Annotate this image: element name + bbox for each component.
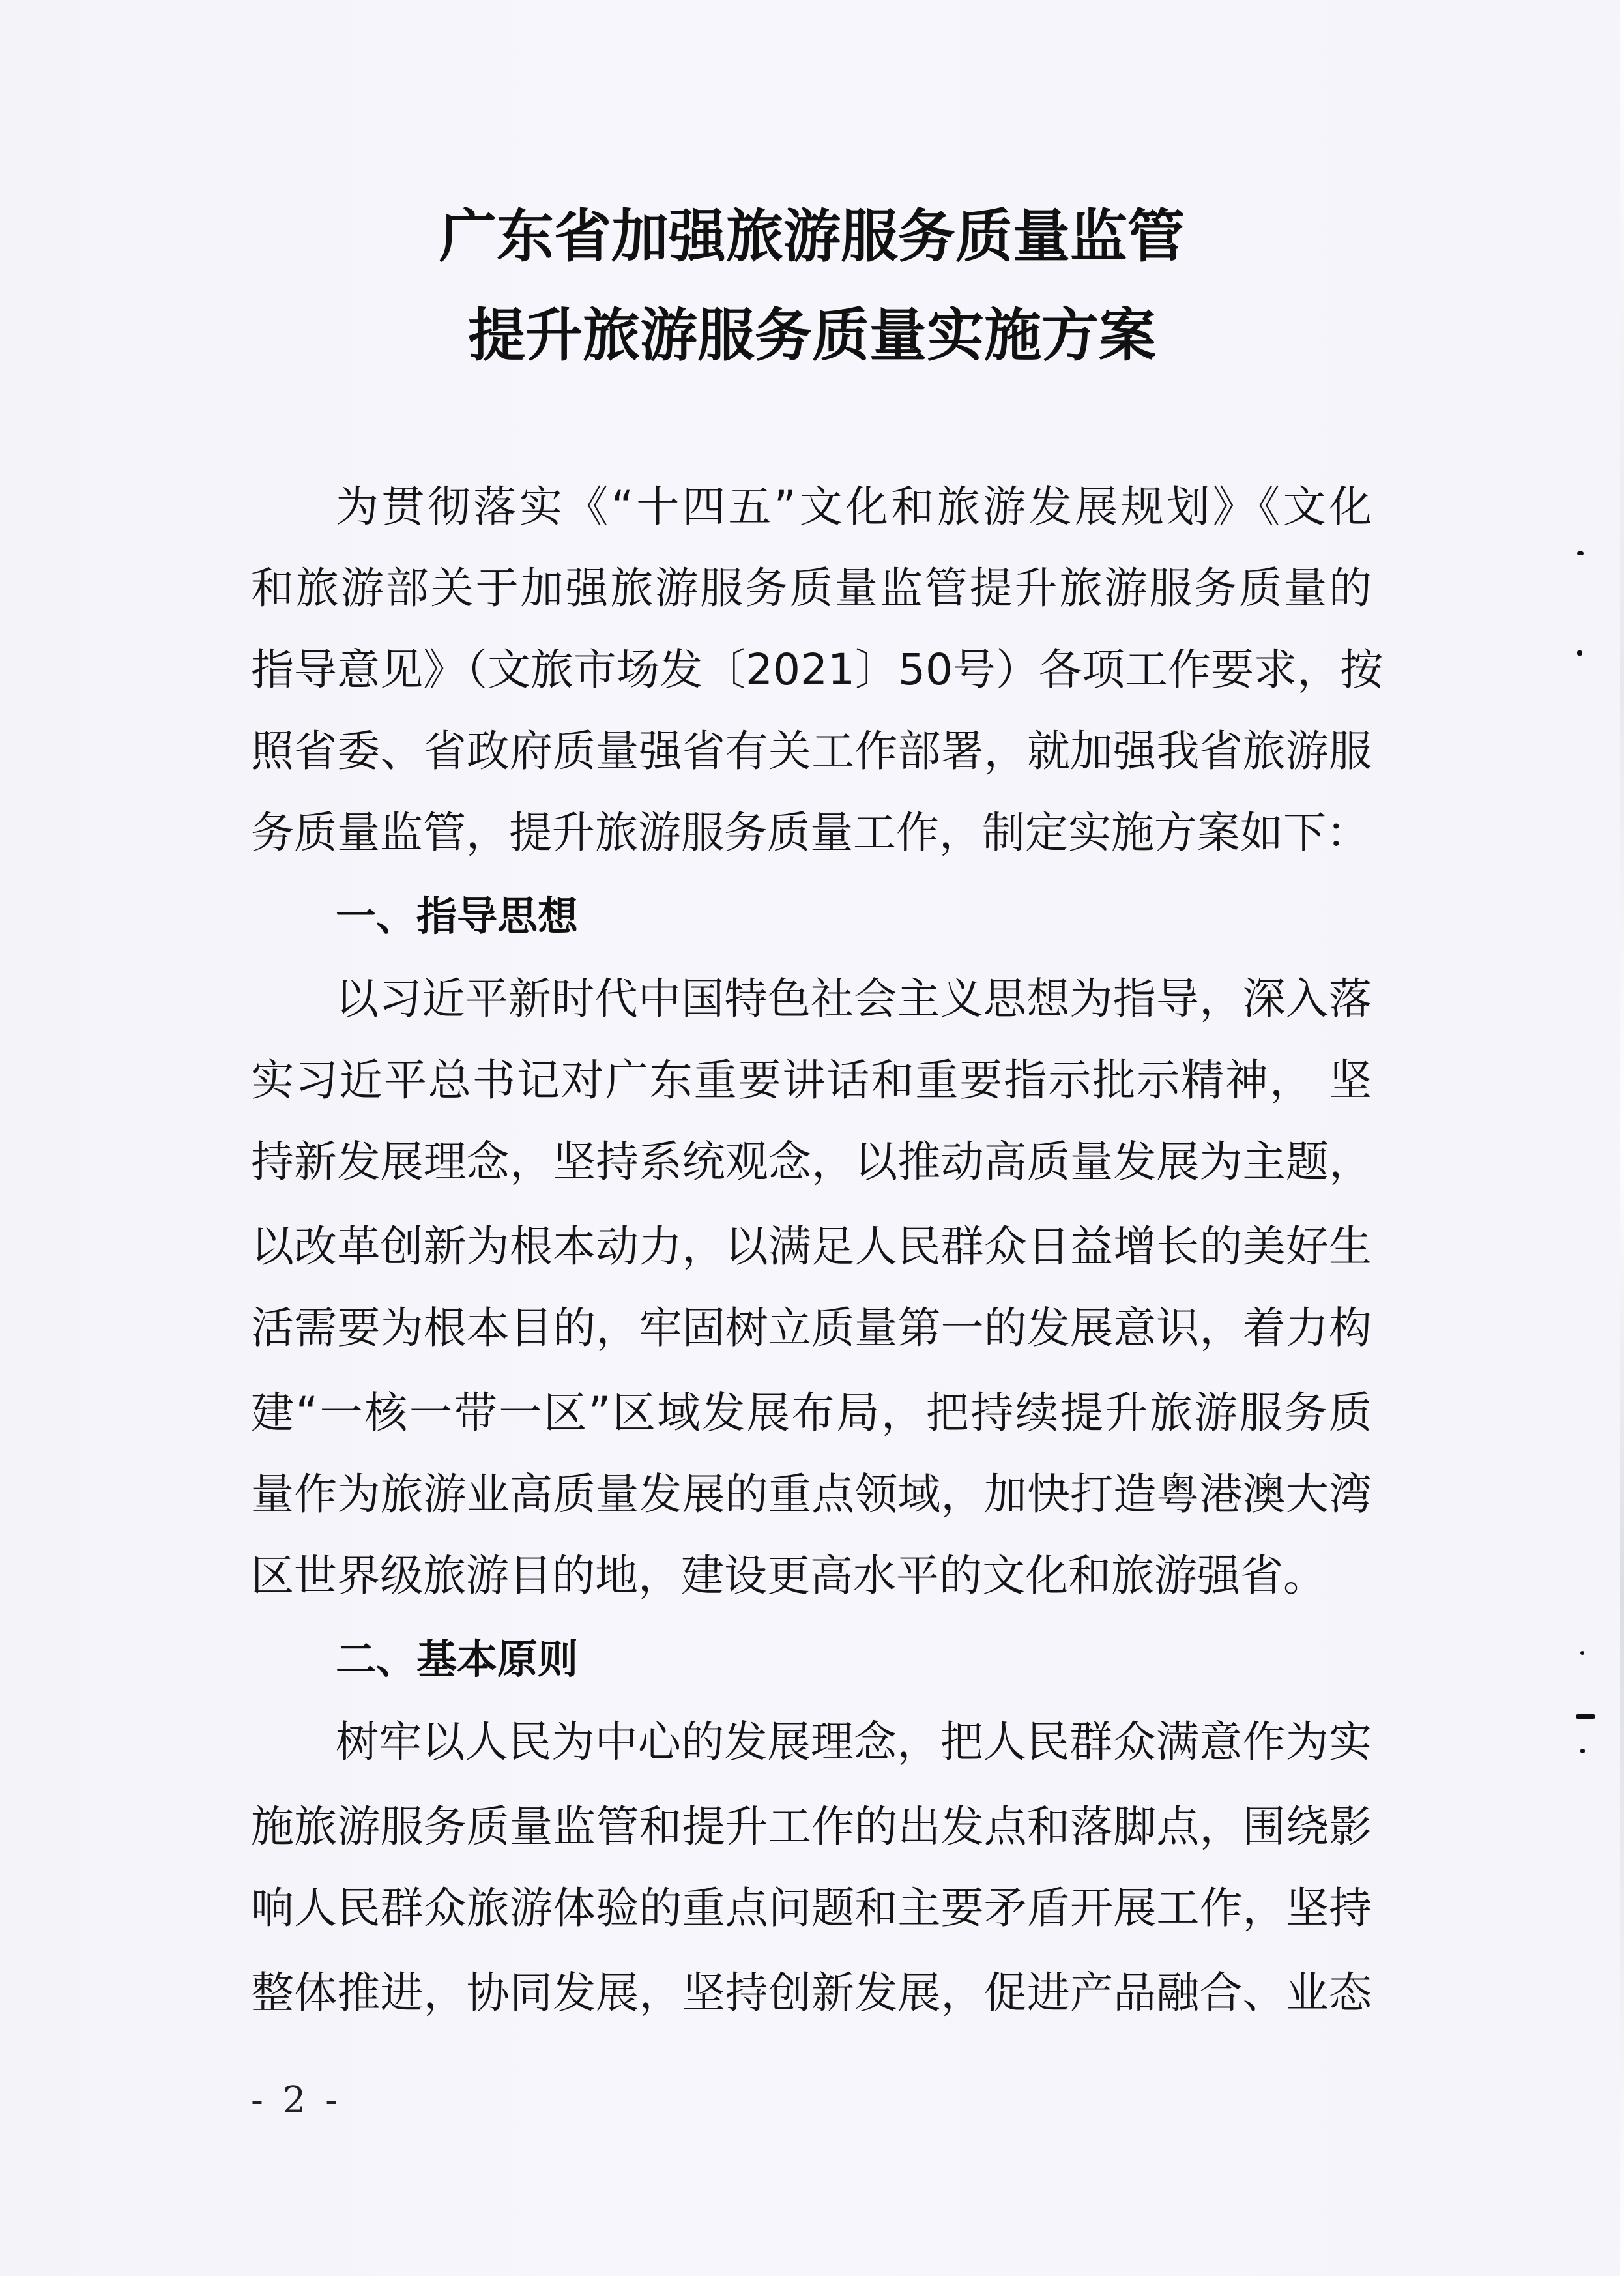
document-title-line-1: 广东省加强旅游服务质量监管: [439, 202, 1185, 270]
section1-line-8: 区世界级旅游目的地，建设更高水平的文化和旅游强省。: [251, 1551, 1326, 1601]
document-title-line-2: 提升旅游服务质量实施方案: [467, 301, 1156, 369]
intro-line-3: 指导意见》（文旅市场发〔2021〕50号）各项工作要求，按: [251, 645, 1383, 695]
scan-artifact-mark: [1576, 1714, 1595, 1719]
section-heading-basic-principles: 二、基本原则: [336, 1635, 579, 1683]
section-heading-guiding-ideology: 一、指导思想: [336, 892, 579, 940]
intro-line-5: 务质量监管，提升旅游服务质量工作，制定实施方案如下：: [251, 808, 1369, 858]
section2-line-1: 树牢以人民为中心的发展理念，把人民群众满意作为实: [336, 1717, 1372, 1767]
scan-artifact-mark: [1580, 1651, 1584, 1655]
section1-line-7: 量作为旅游业高质量发展的重点领域，加快打造粤港澳大湾: [251, 1469, 1372, 1519]
section2-line-2: 施旅游服务质量监管和提升工作的出发点和落脚点，围绕影: [251, 1802, 1372, 1852]
scan-artifact-mark: [1580, 1749, 1585, 1753]
section2-line-4: 整体推进，协同发展，坚持创新发展，促进产品融合、业态: [251, 1968, 1372, 2018]
section1-line-4: 以改革创新为根本动力，以满足人民群众日益增长的美好生: [251, 1221, 1372, 1272]
section1-line-3: 持新发展理念，坚持系统观念，以推动高质量发展为主题，: [251, 1137, 1372, 1187]
section1-line-2: 实习近平总书记对广东重要讲话和重要指示批示精神， 坚: [251, 1055, 1372, 1105]
section1-line-1: 以习近平新时代中国特色社会主义思想为指导，深入落: [336, 974, 1372, 1024]
page-number: - 2 -: [251, 2079, 342, 2122]
intro-line-4: 照省委、省政府质量强省有关工作部署，就加强我省旅游服: [251, 726, 1372, 776]
page-edge-shadow: [1620, 0, 1624, 2276]
section1-line-6: 建“一核一带一区”区域发展布局，把持续提升旅游服务质: [251, 1388, 1372, 1438]
intro-line-1: 为贯彻落实《“十四五”文化和旅游发展规划》《文化: [336, 482, 1372, 532]
scan-artifact-mark: [1577, 551, 1584, 555]
scan-artifact-mark: [1577, 650, 1582, 656]
section1-line-5: 活需要为根本目的，牢固树立质量第一的发展意识，着力构: [251, 1303, 1372, 1353]
intro-line-2: 和旅游部关于加强旅游服务质量监管提升旅游服务质量的: [251, 563, 1372, 613]
section2-line-3: 响人民群众旅游体验的重点问题和主要矛盾开展工作，坚持: [251, 1883, 1372, 1933]
